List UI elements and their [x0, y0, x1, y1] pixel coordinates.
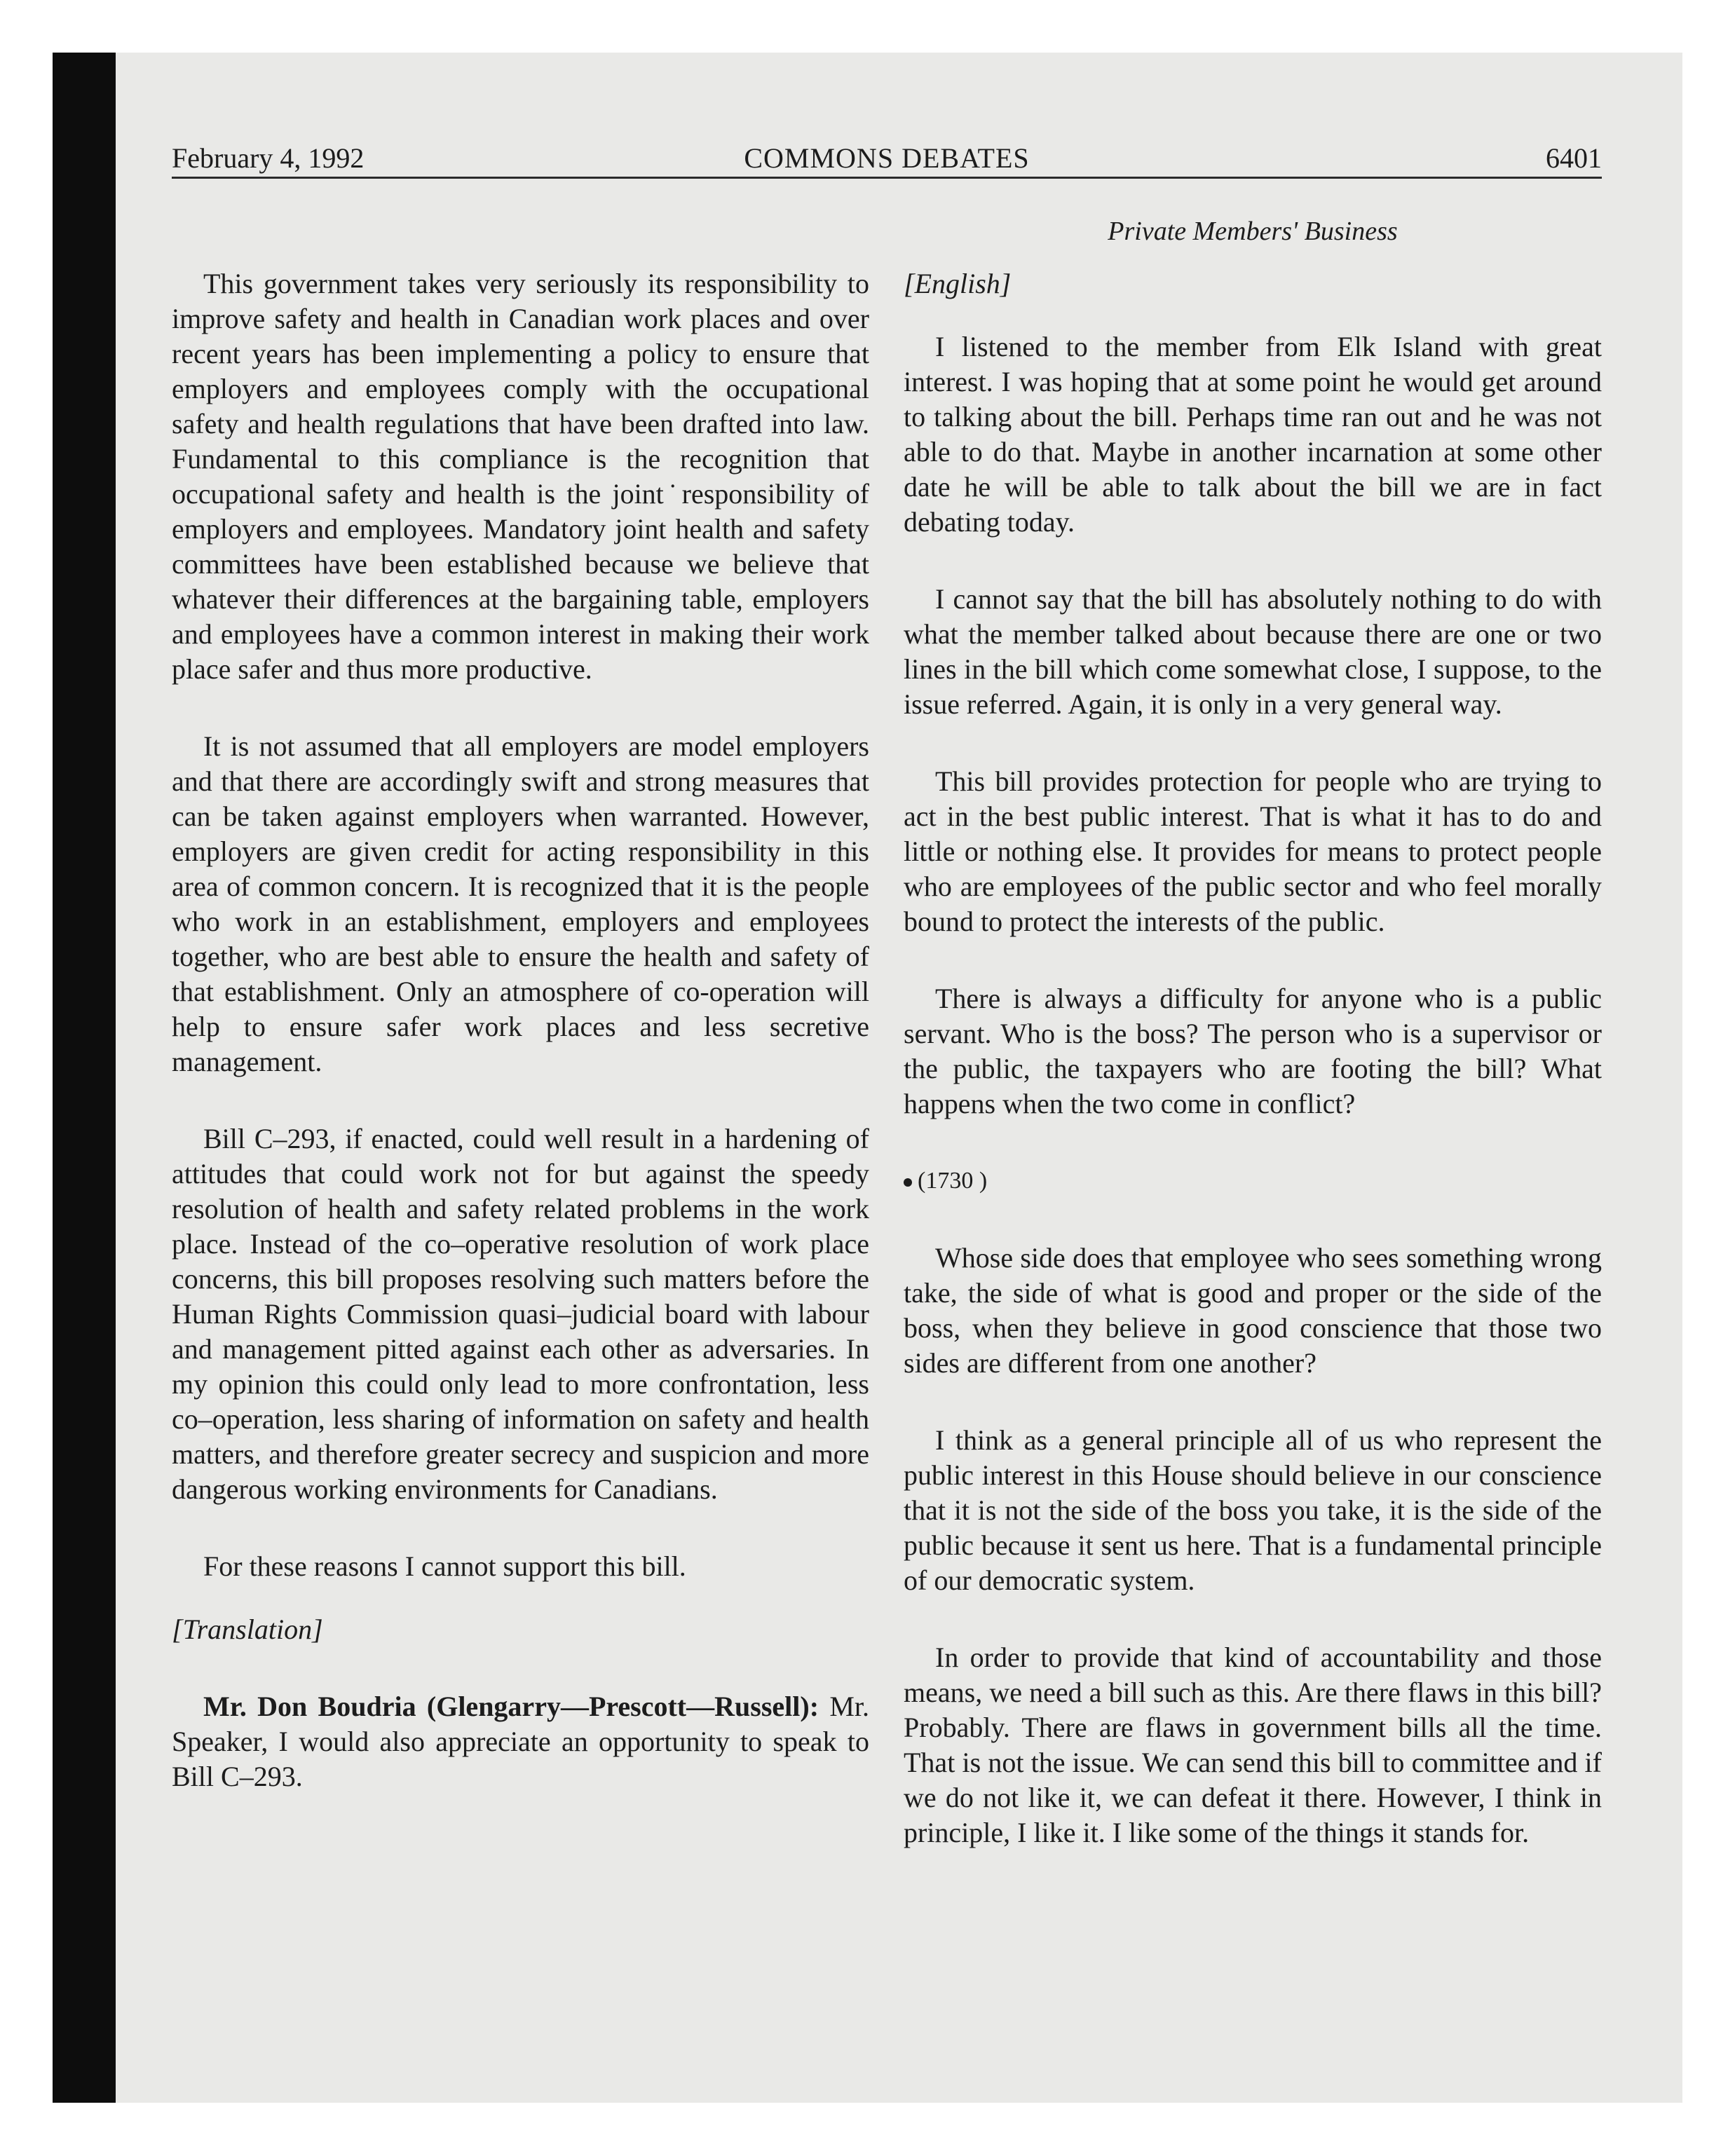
paragraph: There is always a difficulty for anyone who is a public servant. Who is the boss? The person who is a supervisor or the public, the taxpayers who are footing the bill? What happens when the two come in conflict?	[904, 983, 1602, 1119]
bullet-icon	[904, 1178, 912, 1187]
header-publication: COMMONS DEBATES	[744, 142, 1030, 174]
translation-label: [Translation]	[172, 1613, 323, 1645]
paragraph: Bill C–293, if enacted, could well result in a hardening of attitudes that could work not for but against the speedy resolution of health and safety related problems in the work place. Instead of the co–operative resolution of work place concerns, this bill proposes resolving such matters before the Human Rights Commission quasi–judicial board with labour and management pitted against each other as adversaries. In my opinion this could only lead to more confrontation, less co–operation, less sharing of information on safety and health matters, and therefore greater secrecy and suspicion and more dangerous working environments for Canadians.	[172, 1123, 869, 1505]
paragraph: This bill provides protection for people who are trying to act in the best public interest. That is what it has to do and little or nothing else. It provides for means to protect people who are employees of the public sector and who feel morally bound to protect the interests of the public.	[904, 765, 1602, 937]
right-column	[904, 266, 1602, 1850]
paragraph: Whose side does that employee who sees something wrong take, the side of what is good and proper or the side of the boss, when they believe in good conscience that those two sides are different from one another?	[904, 1242, 1602, 1379]
header-date: February 4, 1992	[172, 142, 365, 174]
english-label: [English]	[904, 268, 1012, 299]
speaker-paragraph	[172, 1689, 869, 1794]
speaker-name: Mr. Don Boudria (Glengarry—Prescott—Russell):	[203, 1691, 819, 1722]
left-column	[172, 266, 869, 1794]
paragraph: This government takes very seriously its responsibility to improve safety and health in Canadian work places and over recent years has been implementing a policy to ensure that employers and employees comply with the occupational safety and health regulations that have been drafted into law. Fundamental to this compliance is the recognition that occupational safety and health is the joint˙responsibility of employers and employees. Mandatory joint health and safety committees have been established because we believe that whatever their differences at the bargaining table, employers and employees have a common interest in making their work place safer and thus more productive.	[172, 268, 869, 685]
paragraph: I cannot say that the bill has absolutely nothing to do with what the member talked about because there are one or two lines in the bill which come somewhat close, I suppose, to the issue referred. Again, it is only in a very general way.	[904, 583, 1602, 720]
paragraph: I listened to the member from Elk Island with great interest. I was hoping that at some point he would get around to talking about the bill. Perhaps time ran out and he was not able to do that. Maybe in another incarnation at some other date he will be able to talk about the bill we are in fact debating today.	[904, 331, 1602, 538]
speaker-text: Mr. Speaker, I would also appreciate an opportunity to speak to Bill C–293.	[172, 1691, 869, 1792]
binding-edge-shadow	[53, 53, 116, 2103]
paragraph: I think as a general principle all of us who represent the public interest in this House should believe in our conscience that it is not the side of the boss you take, it is the side of the public because it sent us here. That is a fundamental principle of our democratic system.	[904, 1424, 1602, 1596]
page-header	[172, 135, 1602, 179]
time-marker-text: (1730 )	[918, 1168, 988, 1194]
header-page-number: 6401	[1546, 142, 1602, 174]
paragraph: It is not assumed that all employers are model employers and that there are accordingly swift and strong measures that can be taken against employers when warranted. However, employers are given credit for acting responsibility in this area of common concern. It is recognized that it is the people who work in an establishment, employers and employees together, who are best able to ensure the health and safety of that establishment. Only an atmosphere of co-operation will help to ensure safer work places and less secretive management.	[172, 730, 869, 1077]
section-title: Private Members' Business	[1108, 217, 1398, 246]
time-marker	[904, 1164, 1602, 1199]
paragraph: For these reasons I cannot support this bill.	[203, 1550, 686, 1582]
paragraph: In order to provide that kind of accountability and those means, we need a bill such as this. Are there flaws in this bill? Probably. There are flaws in government bills all the time. That is not the issue. We can send this bill to committee and if we do not like it, we can defeat it there. However, I think in principle, I like it. I like some of the things it stands for.	[904, 1642, 1602, 1848]
